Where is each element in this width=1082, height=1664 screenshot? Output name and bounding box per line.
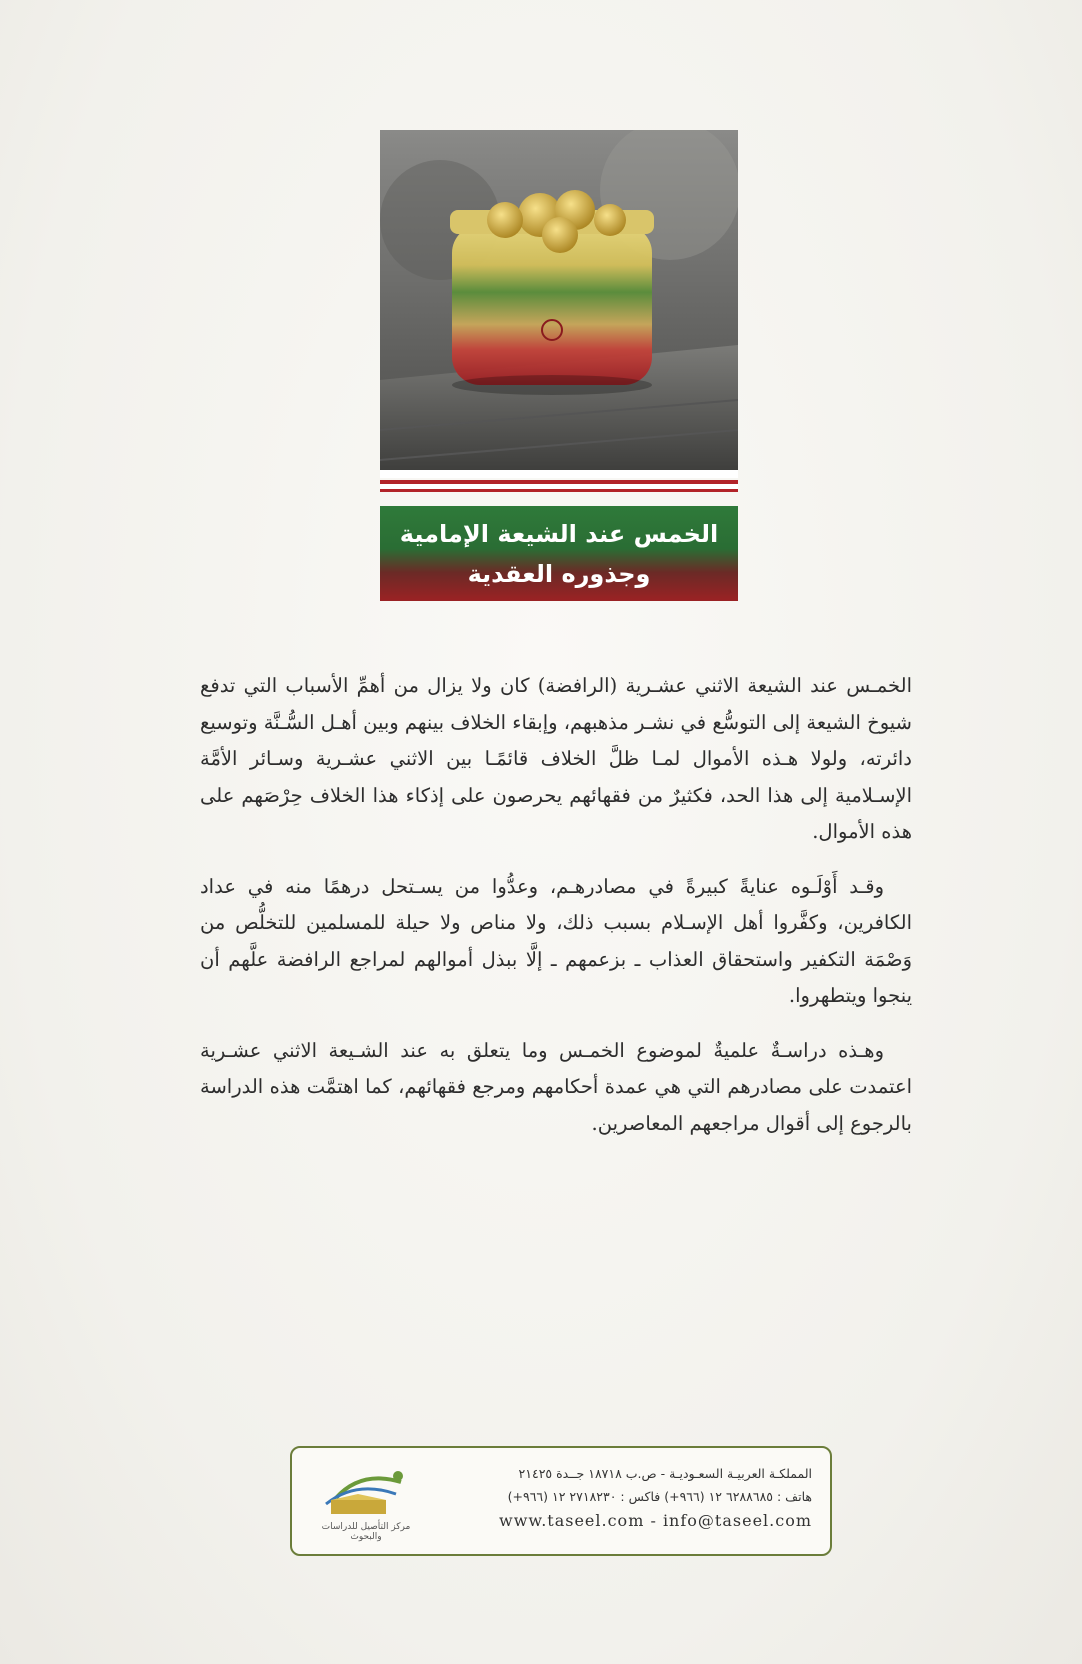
- description-paragraph-2: وقـد أَوْلَـوه عنايةً كبيرةً في مصادرهـم، وعدُّوا من يسـتحل درهمًا منه في عداد الكافرين، وكفَّروا أهل الإسـلام بسبب ذلك، ولا مناص ولا حيلة للمسلمين للتخلُّص من وَصْمَة التكفير واستحقاق العذاب ـ بزعمهم ـ إلَّا ببذل أموالهم لمراجع الرافضة علَّهم أن ينجوا ويتطهروا.: [200, 874, 912, 1007]
- book-title-line2: وجذوره العقدية: [467, 559, 651, 588]
- publisher-contact: [422, 1462, 812, 1534]
- cover-photo-coin-jar: [380, 130, 738, 470]
- back-cover-description: [200, 668, 912, 1160]
- publisher-address: المملكـة العربيـة السعـوديـة - ص.ب ١٨٧١٨ جــدة ٢١٤٢٥: [518, 1466, 812, 1481]
- description-paragraph-1: الخمـس عند الشيعة الاثني عشـرية (الرافضة) كان ولا يزال من أهمِّ الأسباب التي تدفع شيوخ الشيعة إلى التوسُّع في نشـر مذهبهم، وإبقاء الخلاف بينهم وبين أهـل السُّـنَّة وتوسيع دائرته، ولولا هـذه الأموال لمـا ظلَّ الخلاف قائمًـا بين الاثني عشـرية وسـائر الأمَّة الإسـلامية إلى هذا الحد، فكثيرٌ من فقهائهم يحرصون على إذكاء هذا الخلاف حِرْصَهم على هذه الأموال.: [200, 674, 912, 843]
- flag-stripe-white: [380, 470, 738, 478]
- publisher-info-box: [290, 1446, 832, 1556]
- flag-stripe-red-2: [380, 489, 738, 492]
- publisher-logo: [306, 1460, 426, 1544]
- book-title-box: [380, 506, 738, 601]
- publisher-phones: هاتف : ٦٢٨٨٦٨٥ ١٢ (٩٦٦+) فاكس : ٢٧١٨٢٣٠ ١٢ (٩٦٦+): [507, 1489, 812, 1504]
- book-title-line1: الخمس عند الشيعة الإمامية: [399, 519, 719, 548]
- publisher-logo-caption: مركز التأصيل للدراسات والبحوث: [321, 1522, 411, 1542]
- description-paragraph-3: وهـذه دراسـةٌ علميةٌ لموضوع الخمـس وما يتعلق به عند الشـيعة الاثني عشـرية اعتمدت على مصادرهم التي هي عمدة أحكامهم ومرجع فقهائهم، كما اهتمَّت هذه الدراسة بالرجوع إلى أقوال مراجعهم المعاصرين.: [200, 1038, 912, 1135]
- publisher-website-email[interactable]: www.taseel.com - info@taseel.com: [499, 1511, 812, 1530]
